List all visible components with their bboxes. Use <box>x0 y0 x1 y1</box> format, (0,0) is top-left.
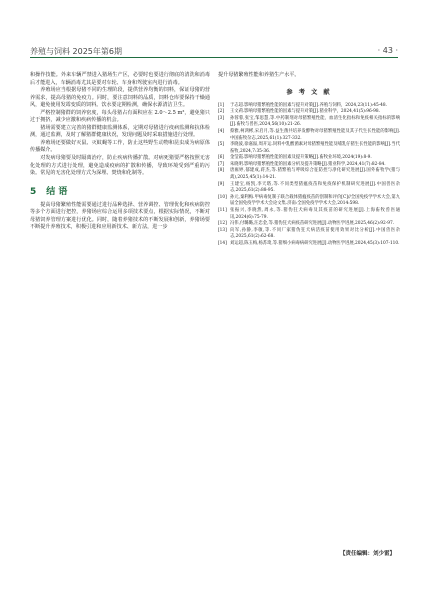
reference-number: [12] <box>218 221 227 227</box>
reference-text: 李晓波,徐嘉溢,周开运.饲料中乳酸菌素对母猪繁殖性能及哺乳仔猪生长性能的影响[J].当代畜牧,2024,7:35-36. <box>230 142 400 154</box>
reference-number: [1] <box>218 102 225 108</box>
reference-item <box>218 208 400 221</box>
reference-number: [10] <box>218 194 227 200</box>
reference-text: 王建宝,杨凯,李天塔,等.不同类型猪瘟疫苗和免疫保护机制研究进展[J].中国兽医杂志,2025,61(2):88-95. <box>230 181 400 194</box>
paragraph: 养殖场还要做好灭鼠、灭蚊蝇等工作，防止这些野生动物和昆虫成为病原体传播媒介。 <box>30 139 210 154</box>
paragraph: 提高母猪繁殖性能需要通过进行品种选择、营养调控、管理优化和疾病防控等多个方面进行把控，养猪场应综合运用多项技术要点，根据实际情况，不断对母猪饲养管理方案进行优化。同时，随着养猪技术的不断发展和创新，养猪场要不断提升养殖技术，积极引进和应用新技术、新方法，进一步 <box>30 201 210 231</box>
references-heading: 参 考 文 献 <box>286 88 332 96</box>
reference-number: [14] <box>218 241 227 247</box>
reference-number: [4] <box>218 128 225 134</box>
reference-item <box>218 129 400 142</box>
reference-text: 蔡雅,柯鸿彬,宋启月,等.益生菌共培养发酵物对母猪繁殖性能及其子代生长性能的影响[J].中国畜牧杂志,2025,61(1):327-332. <box>230 128 400 141</box>
reference-text: 于志超.影响母猪繁殖性能的因素与提升对策[J].养殖与饲料，2024,23(11):45-48. <box>230 102 388 108</box>
reference-number: [11] <box>218 208 227 214</box>
reference-item <box>218 221 400 228</box>
reference-number: [9] <box>218 181 225 187</box>
page-header <box>30 46 398 58</box>
reference-item <box>218 228 400 241</box>
section-title: 结 语 <box>46 186 68 197</box>
reference-text: 王文莉.影响母猪繁殖性能的因素与提升对策[J].猪业科学，2024,41(5):96-98. <box>230 109 380 115</box>
reference-item <box>218 142 400 155</box>
paragraph: 严格控制猪群的饲养密度，每头母猪占有面积应在 2.0～2.5 m²，避免猪只过于拥挤，减少应激和疾病传播的机会。 <box>30 109 210 124</box>
reference-text: 朱晓明.影响母猪繁殖性能的因素分析及提升策略[J].猪业科学,2024,41(7):82-84. <box>230 161 386 167</box>
page-number: · 43 · <box>377 46 398 55</box>
reference-text: 张振兴,李晓然,周永,等.猪伪狂犬病毒及其疫苗的研究进展[J].上海畜牧兽医通讯,2024(6):75-79. <box>230 208 400 220</box>
reference-text: 金莹霞.影响母猪繁殖性能的因素及提升策略[J].畜牧业环境,2024(19):8-9. <box>230 155 372 161</box>
reference-number: [13] <box>218 227 227 233</box>
header-rule <box>30 57 398 58</box>
reference-item <box>218 168 400 181</box>
reference-list <box>218 103 400 248</box>
reference-item <box>218 182 400 195</box>
right-column <box>218 72 400 248</box>
reference-number: [7] <box>218 161 225 167</box>
paragraph: 猪场需要建立完善的猪群健康监测体系，定期对母猪进行疫病监测和抗体检测，通过监测，及时了解猪群健康状况，发现问题及时采取措施进行处理。 <box>30 124 210 139</box>
reference-text: 冯伟,付璐璐,汪忠金,等.猪伪狂犬病疫苗研究进展[J].动物医学进展,2025,46(2):92-97. <box>230 221 395 227</box>
reference-number: [5] <box>218 142 225 148</box>
reference-text: 向军,孙静,李敏,等.不同厂家猪伪狂犬病活疫苗使用效果对比分析[J].中国兽医杂志,2025,61(2):62-68. <box>230 227 400 240</box>
paragraph: 对发病母猪要及时隔离治疗，防止疾病传播扩散。对病死猪要严格按照无害化处理的方式进行处理，避免造成疫病的扩散和传播，导致环境受到严重的污染。常见的无害化处理方式为深埋、焚烧和化制等。 <box>30 155 210 177</box>
reference-number: [8] <box>218 168 225 174</box>
reference-text: 孙蓉蓉,张宝,邹思慧,等.中药制剂对母猪繁殖性能、血清生化指标和免疫相关指标的影响[J].畜牧与兽医,2024,56(10):21-26. <box>230 115 400 128</box>
reference-item <box>218 195 400 208</box>
paragraph: 和操作技能。外来车辆严禁进入猪场生产区，必要时也要进行彻底的清洗和消毒后才能进入，车辆消毒尤其是要对车轮、车身和驾驶室内进行消毒。 <box>30 72 210 86</box>
section-number: 5 <box>30 186 37 197</box>
reference-item <box>218 109 400 116</box>
journal-title: 养殖与饲料 2025年第6期 <box>30 47 122 56</box>
reference-text: 唐雍婷,郁建成,蒋杰,等.猪繁殖与呼吸综合征防控与净化研究进展[J].国外畜牧学(猪与禽),2025,45(1):14-21. <box>230 168 400 181</box>
reference-number: [6] <box>218 155 225 161</box>
reference-item <box>218 116 400 129</box>
section-heading <box>30 184 210 197</box>
reference-text: 孙元,秦利梅.甲病毒复制子联合载体猪瘟疫苗的创制和评价[C]//全国免疫学学术大会,第九届全国免疫学学术大会论文集.济南:全国免疫学学术大会,2014:598. <box>230 194 400 207</box>
reference-number: [2] <box>218 109 225 115</box>
paragraph: 提升母猪繁殖性能和养猪生产水平。 <box>218 72 300 78</box>
paragraph: 养殖场应当根据母猪不同的生理阶段，提供营养均衡的饲料，保证母猪的营养需求，提高母猪的免疫力。同时，要注意饲料的品质，饲料仓库要保持干燥通风，避免使用发霉变质的饲料。饮水要定期检测，确保水源清洁卫生。 <box>30 87 210 109</box>
reference-text: 刘运超,陈玉梅,杨苏琦,等.猪细小病毒病研究进展[J].动物医学进展,2024,45(3):107-110. <box>230 241 400 247</box>
reference-number: [3] <box>218 115 225 121</box>
responsible-editor: 【责任编辑：刘少雷】 <box>340 551 396 557</box>
left-column <box>30 72 210 232</box>
reference-item <box>218 241 400 248</box>
reference-item <box>218 155 400 162</box>
